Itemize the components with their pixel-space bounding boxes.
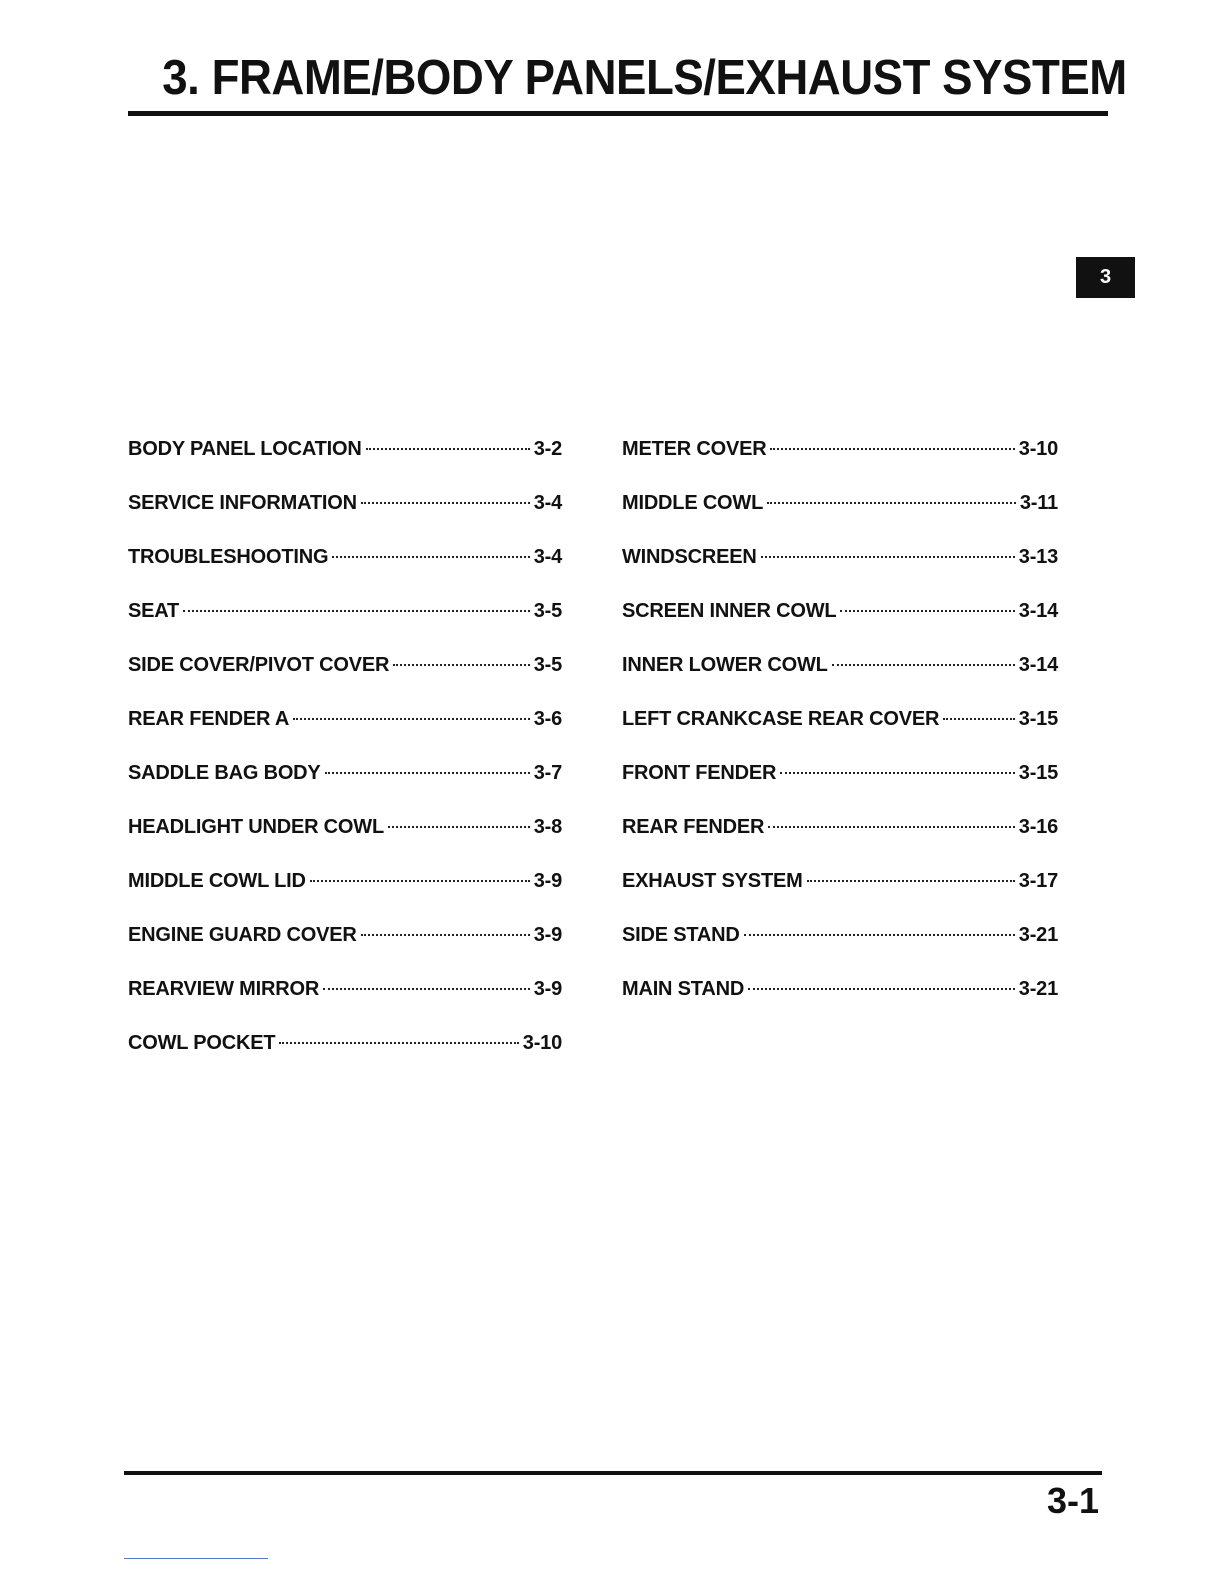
toc-entry-label: HEADLIGHT UNDER COWL [128,816,384,838]
toc-entry-label: SERVICE INFORMATION [128,492,357,514]
toc-entry[interactable] [128,492,562,546]
toc-dot-leader [279,1042,518,1044]
toc-entry[interactable] [622,492,1058,546]
toc-entry[interactable] [622,600,1058,654]
toc-entry-label: SEAT [128,600,180,622]
toc-entry-label: MIDDLE COWL LID [128,870,306,892]
toc-entry-label: METER COVER [622,438,767,460]
toc-entry[interactable] [622,546,1058,600]
toc-entry-page: 3-8 [533,816,562,838]
toc-dot-leader [943,718,1015,720]
toc-dot-leader [388,826,530,828]
toc-entry[interactable] [128,600,562,654]
toc-entry-page: 3-9 [533,978,562,1000]
toc-entry-page: 3-10 [522,1032,562,1054]
toc-entry-page: 3-4 [533,546,562,568]
toc-entry[interactable] [622,816,1058,870]
toc-entry-page: 3-5 [533,654,562,676]
toc-dot-leader [361,502,530,504]
bottom-link-line [124,1558,268,1559]
toc-entry[interactable] [128,816,562,870]
toc-dot-leader [393,664,529,666]
toc-dot-leader [332,556,529,558]
toc-dot-leader [840,610,1014,612]
toc-entry-label: WINDSCREEN [622,546,757,568]
toc-entry-label: INNER LOWER COWL [622,654,828,676]
toc-entry-label: TROUBLESHOOTING [128,546,329,568]
toc-entry-page: 3-16 [1018,816,1058,838]
toc-entry[interactable] [622,924,1058,978]
toc-entry-label: REARVIEW MIRROR [128,978,320,1000]
toc-entry[interactable] [128,924,562,978]
toc-entry-label: COWL POCKET [128,1032,276,1054]
toc-entry[interactable] [622,762,1058,816]
toc-dot-leader [744,934,1015,936]
toc-entry-page: 3-14 [1018,654,1058,676]
toc-entry-page: 3-9 [533,870,562,892]
toc-entry[interactable] [622,438,1058,492]
toc-entry-page: 3-9 [533,924,562,946]
toc-entry-label: MAIN STAND [622,978,745,1000]
toc-entry-label: MIDDLE COWL [622,492,764,514]
page-number: 3-1 [1046,1480,1099,1521]
title-rule [128,111,1108,116]
toc-entry-page: 3-17 [1018,870,1058,892]
toc-entry-label: EXHAUST SYSTEM [622,870,803,892]
toc-entry-label: SIDE STAND [622,924,740,946]
toc-dot-leader [770,448,1014,450]
toc-dot-leader [761,556,1015,558]
toc-entry[interactable] [128,762,562,816]
toc-dot-leader [325,772,530,774]
toc-entry-page: 3-5 [533,600,562,622]
toc-dot-leader [768,826,1015,828]
toc-dot-leader [183,610,530,612]
toc-entry[interactable] [128,870,562,924]
toc-dot-leader [366,448,530,450]
toc-entry-label: ENGINE GUARD COVER [128,924,357,946]
toc-entry-label: SIDE COVER/PIVOT COVER [128,654,390,676]
toc-entry-page: 3-2 [533,438,562,460]
toc-entry-page: 3-7 [533,762,562,784]
toc-entry-page: 3-13 [1018,546,1058,568]
toc-entry-page: 3-15 [1018,762,1058,784]
toc-entry[interactable] [128,546,562,600]
toc-dot-leader [323,988,530,990]
toc-entry-page: 3-4 [533,492,562,514]
toc-entry-label: SCREEN INNER COWL [622,600,837,622]
toc-dot-leader [767,502,1016,504]
toc-entry-label: SADDLE BAG BODY [128,762,321,784]
toc-entry-page: 3-6 [533,708,562,730]
toc-entry-page: 3-21 [1018,978,1058,1000]
toc-entry-label: FRONT FENDER [622,762,777,784]
toc-dot-leader [832,664,1015,666]
toc-entry-label: BODY PANEL LOCATION [128,438,362,460]
toc-dot-leader [361,934,530,936]
toc-entry-page: 3-21 [1018,924,1058,946]
toc-entry[interactable] [128,1032,562,1086]
chapter-tab: 3 [1076,257,1135,298]
toc-dot-leader [807,880,1015,882]
toc-entry[interactable] [128,438,562,492]
toc-entry[interactable] [128,654,562,708]
toc-entry[interactable] [622,708,1058,762]
toc-right-column [622,438,1058,1032]
footer-rule [124,1471,1102,1475]
toc-entry[interactable] [622,978,1058,1032]
toc-entry-page: 3-14 [1018,600,1058,622]
toc-left-column [128,438,562,1086]
toc-entry[interactable] [622,654,1058,708]
toc-dot-leader [780,772,1015,774]
toc-entry-page: 3-10 [1018,438,1058,460]
toc-dot-leader [310,880,530,882]
toc-entry-label: REAR FENDER A [128,708,290,730]
toc-entry-page: 3-11 [1019,492,1058,514]
toc-entry-label: LEFT CRANKCASE REAR COVER [622,708,940,730]
toc-dot-leader [293,718,530,720]
chapter-title: 3. FRAME/BODY PANELS/EXHAUST SYSTEM [162,51,1127,105]
toc-entry-label: REAR FENDER [622,816,765,838]
toc-entry[interactable] [128,708,562,762]
toc-dot-leader [748,988,1015,990]
toc-entry-page: 3-15 [1018,708,1058,730]
toc-entry[interactable] [128,978,562,1032]
toc-entry[interactable] [622,870,1058,924]
